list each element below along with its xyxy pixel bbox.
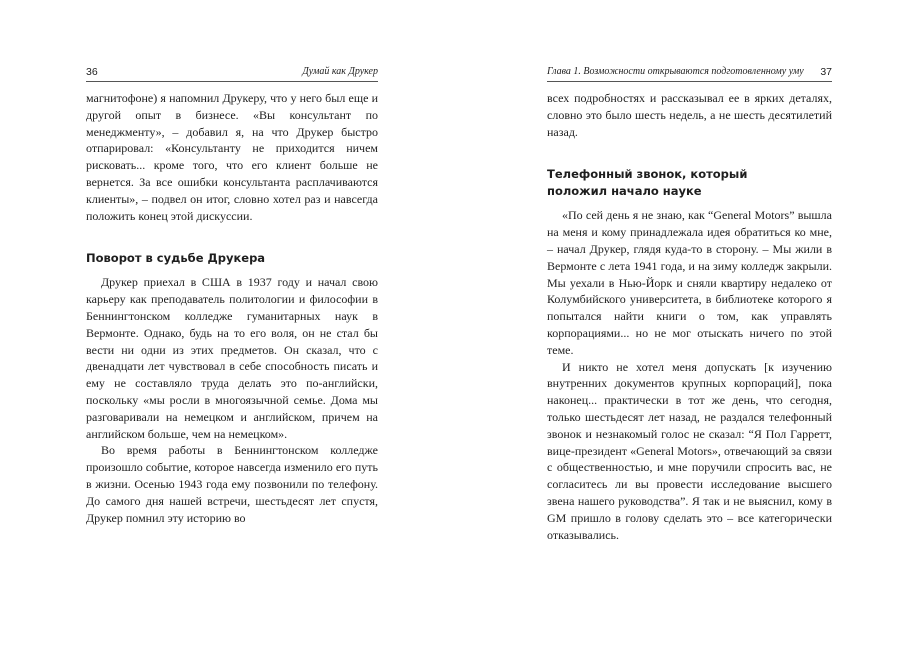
left-running-head [86,63,378,82]
left-page-number: 36 [86,66,98,78]
right-page [547,0,832,650]
right-running-title: Глава 1. Возможности открываются подготовленному уму [547,66,804,77]
right-paragraph-1: «По сей день я не знаю, как “General Motors” вышла на меня и кому принадлежала идея обратиться ко мне, – начал Друкер, глядя куда-то в сторону. – Мы жили в Вермонте с лета 1941 года, и на зиму колледж закрыли. Мы уехали в Нью-Йорк и сняли квартиру недалеко от Колумбийского университета, в библиотеке которого я попытался найти книги о том, как управлять корпорациями... но не мог отыскать ничего по этой теме. [547,208,832,357]
right-paragraph-continued: всех подробностях и рассказывал ее в ярких деталях, словно это было шесть недель, а не шесть десятилетий назад. [547,91,832,139]
right-section-heading: Телефонный звонок, который положил начало науке [547,167,748,199]
left-page-body [86,90,378,526]
left-paragraph-2: Во время работы в Беннингтонском колледже произошло событие, которое навсегда изменило его путь в жизни. Осенью 1943 года ему позвонили по телефону. До самого дня нашей встречи, шестьдесят лет спустя, Друкер помнил эту историю во [86,443,378,525]
left-running-title: Думай как Друкер [302,66,378,77]
left-paragraph-continued: магнитофоне) я напомнил Друкеру, что у него был еще и другой опыт в бизнесе. «Вы консультант по менеджменту», – добавил я, на что Друкер быстро отпарировал: «Консультанту не приходится ничем рисковать... кроме того, что его клиент больше не вернется. За все ошибки консультанта расплачиваются клиенты», – подвел он итог, словно хотел раз и навсегда положить конец этой дискуссии. [86,91,378,223]
right-page-number: 37 [820,66,832,78]
right-paragraph-2: И никто не хотел меня допускать [к изучению внутренних документов крупных корпораций], пока наконец... практически в тот же день, что сегодня, только шестьдесят лет назад, не раздался телефонный звонок и незнакомый голос не сказал: “Я Пол Гарретт, вице-президент «General Motors», отвечающий за связи с общественностью, и мне поручили спросить вас, не согласитесь ли вы провести исследование высшего звена нашего руководства”. Я так и не выяснил, кому в GM пришло в голову сделать это – все категорически отказывались. [547,359,832,542]
left-paragraph-1: Друкер приехал в США в 1937 году и начал свою карьеру как преподаватель политологии и философии в Беннингтонском колледже гуманитарных наук в Вермонте. Однако, будь на то его воля, он не стал бы вести ни одни из этих предметов. Он сказал, что с двенадцати лет чувствовал в себе способность писать и ему не составляло труда делать это по-английски, поскольку «мы росли в многоязычной семье. Дома мы разговаривали на немецком и английском, причем на английском больше, чем на немецком». [86,275,378,441]
right-page-body [547,90,832,543]
left-section-heading: Поворот в судьбе Друкера [86,251,266,266]
left-page [86,0,378,650]
right-running-head [547,63,832,82]
